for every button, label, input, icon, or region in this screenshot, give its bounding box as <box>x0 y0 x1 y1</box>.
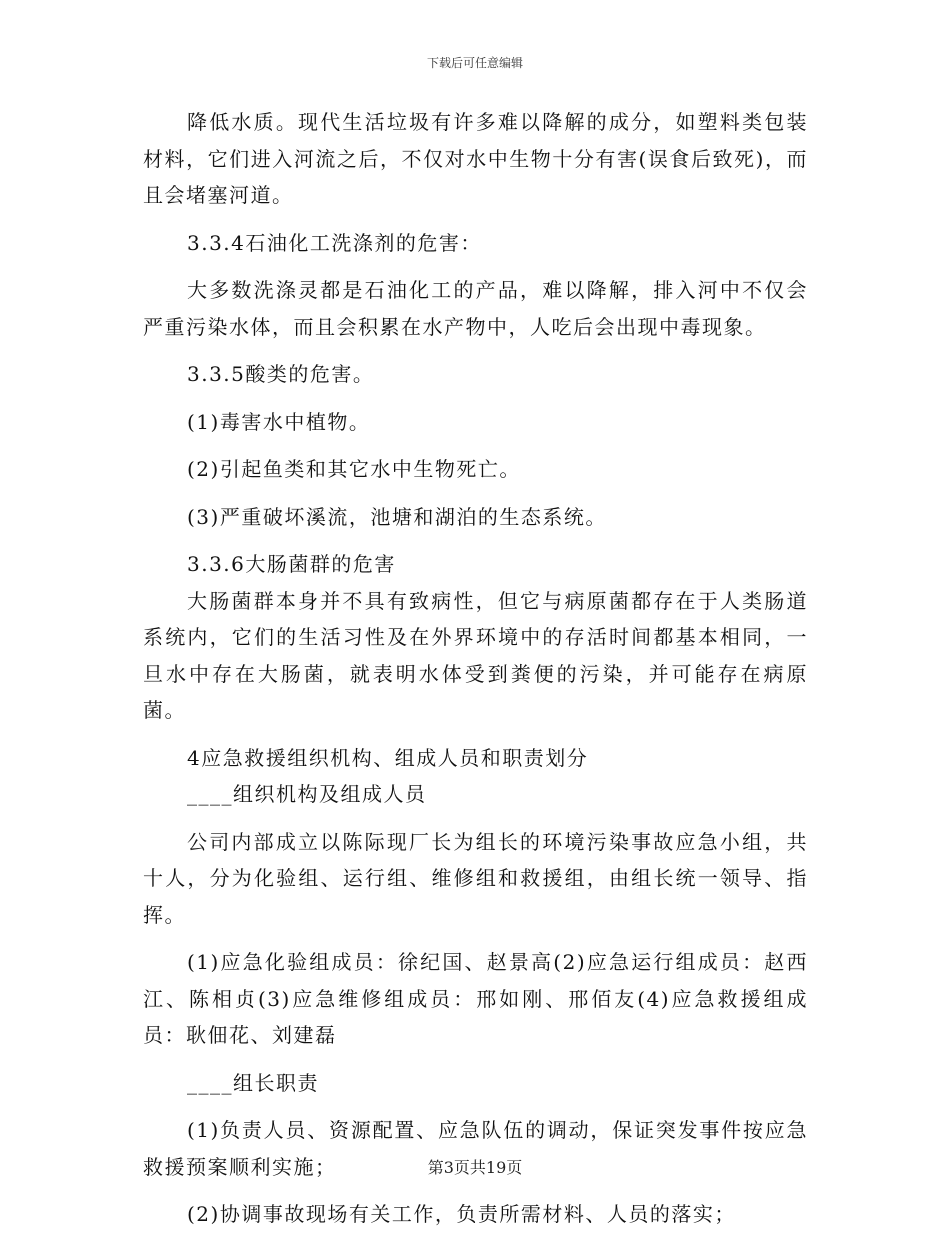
paragraph: 大多数洗涤灵都是石油化工的产品，难以降解，排入河中不仅会严重污染水体，而且会积累在水产物中，人吃后会出现中毒现象。 <box>143 278 808 339</box>
paragraph: (1)应急化验组成员：徐纪国、赵景高(2)应急运行组成员：赵西江、陈相贞(3)应急维修组成员：邢如刚、邢佰友(4)应急救援组成员：耿佃花、刘建磊 <box>143 950 808 1047</box>
subsection-heading: ____组织机构及组成人员 <box>187 782 427 806</box>
subsection-heading: ____组长职责 <box>187 1070 319 1095</box>
list-item: (1)毒害水中植物。 <box>187 409 371 434</box>
section-heading: 3.3.5酸类的危害。 <box>187 362 375 386</box>
paragraph: 公司内部成立以陈际现厂长为组长的环境污染事故应急小组，共十人，分为化验组、运行组、维修组和救援组，由组长统一领导、指挥。 <box>143 829 808 927</box>
section-heading: 3.3.4石油化工洗涤剂的危害： <box>187 230 482 255</box>
list-item: (1)负责人员、资源配置、应急队伍的调动，保证突发事件按应急救援预案顺利实施； <box>143 1118 808 1179</box>
page-header: 下载后可任意编辑 <box>426 56 523 70</box>
page-footer: 第3页共19页 <box>427 1158 523 1177</box>
document-body <box>143 104 808 1233</box>
list-item: (2)协调事故现场有关工作，负责所需材料、人员的落实； <box>187 1202 736 1226</box>
paragraph: 降低水质。现代生活垃圾有许多难以降解的成分，如塑料类包装材料，它们进入河流之后，不仅对水中生物十分有害(误食后致死)，而且会堵塞河道。 <box>143 110 808 207</box>
list-item: (2)引起鱼类和其它水中生物死亡。 <box>187 457 521 481</box>
list-item: (3)严重破坏溪流，池塘和湖泊的生态系统。 <box>187 504 607 529</box>
paragraph: 大肠菌群本身并不具有致病性，但它与病原菌都存在于人类肠道系统内，它们的生活习性及在外界环境中的存活时间都基本相同，一旦水中存在大肠菌，就表明水体受到粪便的污染，并可能存在病原菌。 <box>143 588 808 722</box>
section-heading: 4应急救援组织机构、组成人员和职责划分 <box>187 745 589 770</box>
section-heading: 3.3.6大肠菌群的危害 <box>187 552 396 576</box>
